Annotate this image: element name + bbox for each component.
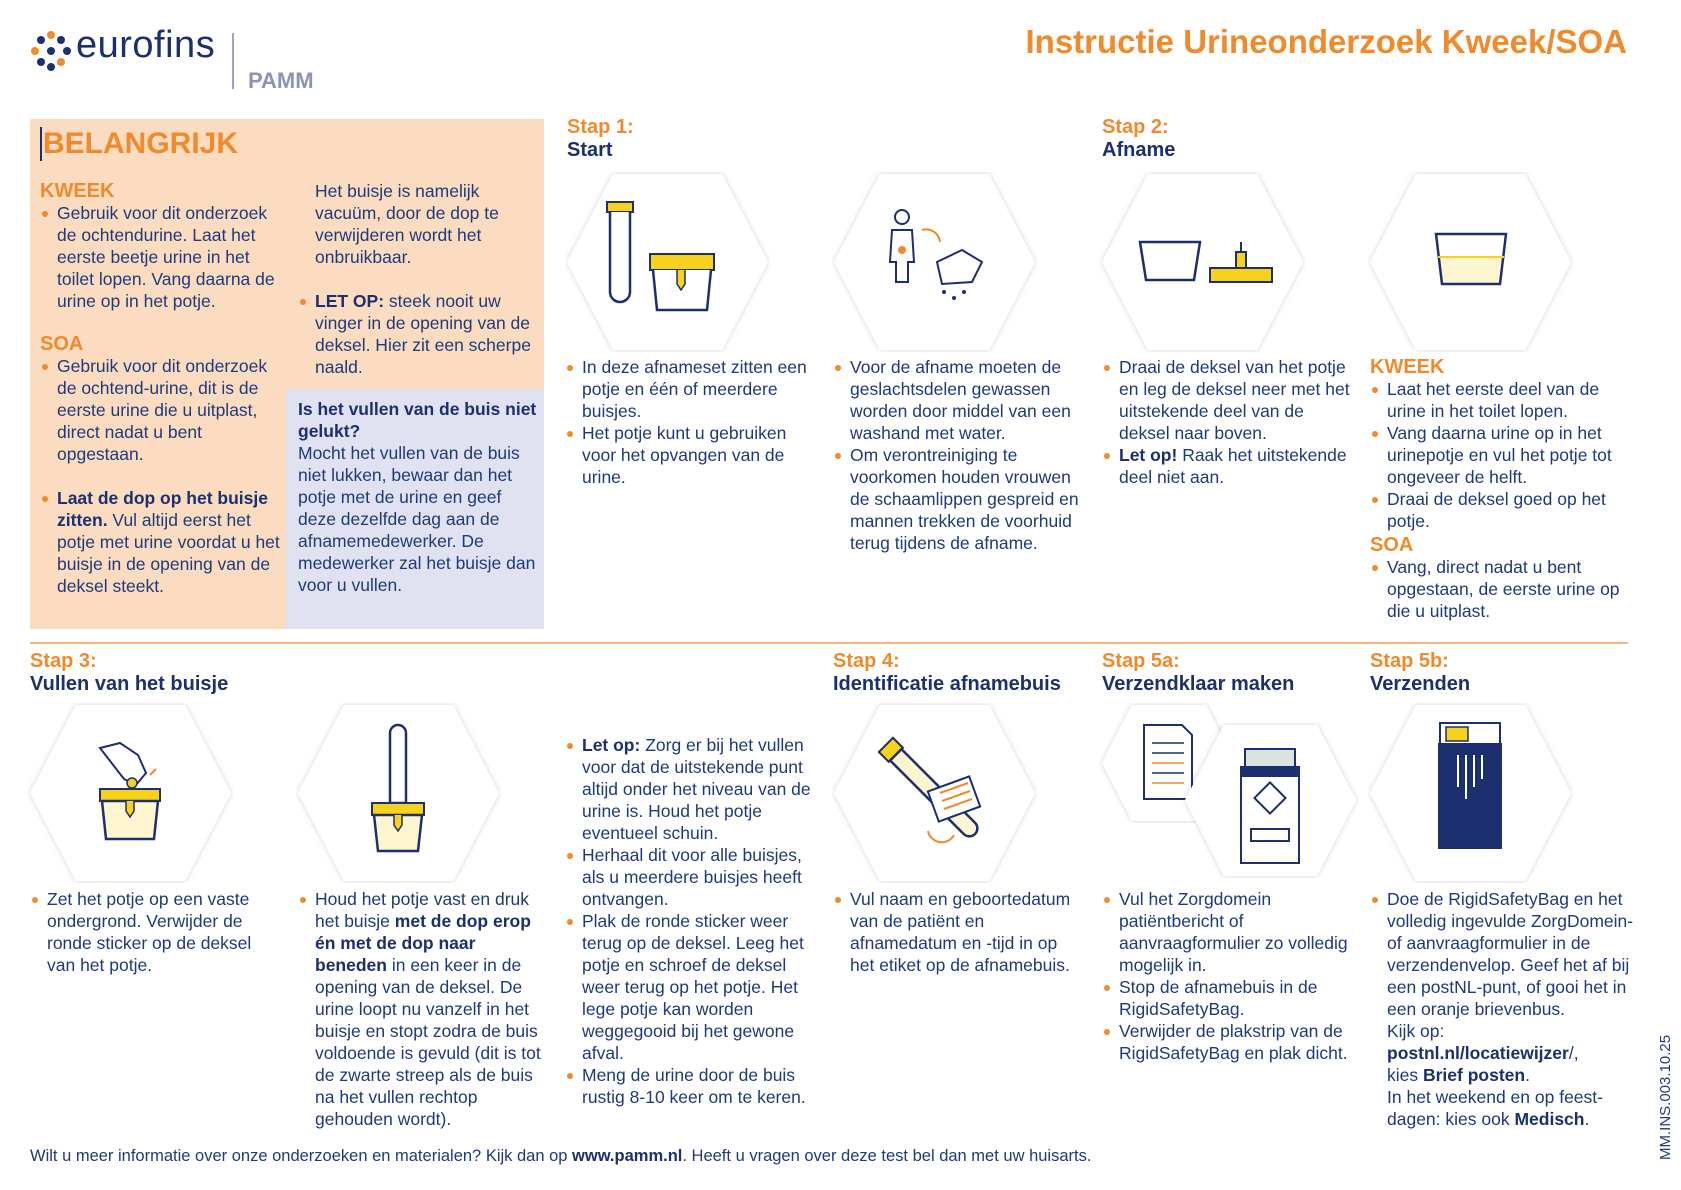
section-divider (30, 642, 1628, 644)
step4-bullets (833, 888, 1083, 976)
step2-title: Afname (1102, 139, 1176, 161)
step3-bullet: Let op: Zorg er bij het vullen voor dat de uitstekende punt altijd onder het niveau van de urine is. Houd het potje eventueel schuin. (565, 734, 815, 844)
hex-tube-and-cup (565, 172, 770, 352)
step5b-heading (1370, 650, 1470, 696)
letop-text: LET OP: steek nooit uw vinger in de opening van de deksel. Hier zit een scherpe naald. (298, 290, 533, 378)
postnl-link[interactable]: postnl.nl/locatiewijzer (1387, 1043, 1569, 1063)
hex-envelope (1368, 703, 1573, 883)
hex-label-tube (832, 703, 1037, 883)
step5b-bullet: Doe de RigidSafetyBag en het volledig ingevulde ZorgDomein- of aanvraagformulier in de verzendenvelop. Geef het af bij een postNL-punt, of gooi het in een oranje brievenbus. (1370, 888, 1635, 1020)
step3-bullets-3 (565, 734, 815, 1108)
step1-heading (567, 116, 634, 162)
hex-cup-half-filled (1368, 172, 1573, 352)
step5a-bullet: Stop de afnamebuis in de RigidSafetyBag. (1102, 976, 1352, 1020)
step2-kweek-title: KWEEK (1370, 356, 1445, 378)
step5a-heading (1102, 650, 1294, 696)
page-title: Instructie Urineonderzoek Kweek/SOA (1025, 23, 1627, 60)
vacuum-text: Het buisje is namelijk vacuüm, door de dop te verwijderen wordt het onbruikbaar. (315, 181, 499, 267)
step3-bullets-2 (298, 888, 548, 1130)
step2-soa-title: SOA (1370, 534, 1414, 556)
step4-bullet: Vul naam en geboortedatum van de patiënt en afnamedatum en -tijd in op het etiket op de afnamebuis. (833, 888, 1083, 976)
step2-kweek-bullet: Vang daarna urine op in het urinepotje en vul het potje tot ongeveer de helft. (1370, 422, 1630, 488)
step2-label: Stap 2: (1102, 116, 1169, 138)
step3-heading (30, 650, 228, 696)
logo (30, 24, 330, 93)
important-heading: BELANGRIJK (40, 127, 238, 161)
step4-title: Identificatie afnamebuis (833, 673, 1061, 695)
hex-lid-off (1100, 172, 1305, 352)
step1-title: Start (567, 139, 613, 161)
step2-kweek-bullet: Laat het eerste deel van de urine in het toilet lopen. (1370, 378, 1630, 422)
brand-name: eurofins (76, 24, 216, 66)
step5b-label: Stap 5b: (1370, 650, 1449, 672)
failed-title: Is het vullen van de buis niet gelukt? (298, 399, 537, 441)
step5a-bullet: Vul het Zorgdomein patiëntbericht of aanvraagformulier zo volledig mogelijk in. (1102, 888, 1352, 976)
step1-bullet: In deze afnameset zitten een potje en één of meerdere buisjes. (565, 356, 810, 422)
eurofins-dots-icon (30, 30, 72, 72)
hex-remove-sticker (28, 703, 233, 883)
step5b-title: Verzenden (1370, 673, 1471, 695)
step2-heading (1102, 116, 1175, 162)
step3-bullets-1 (30, 888, 270, 976)
step5b-text (1370, 888, 1635, 1130)
kweek-text: Gebruik voor dit onderzoek de ochtendurine. Laat het eerste beetje urine in het toilet lopen. Vang daarna de urine op in het potje. (40, 202, 285, 312)
step4-label: Stap 4: (833, 650, 900, 672)
step1-bullet: Voor de afname moeten de geslachtsdelen gewassen worden door middel van een washand met water. (833, 356, 1083, 444)
step3-bullet: Houd het potje vast en druk het buisje met de dop erop én met de dop naar beneden in een keer in de opening van de deksel. De urine loopt nu vanzelf in het buisje en stopt zodra de buis voldoende is gevuld (dit is tot de zwarte streep als de buis na het vullen rechtop gehouden wordt). (298, 888, 548, 1130)
pamm-link[interactable]: www.pamm.nl (572, 1147, 683, 1165)
kweek-title: KWEEK (40, 180, 115, 202)
step3-bullet: Herhaal dit voor alle buisjes, als u meerdere buisjes heeft ontvangen. (565, 844, 815, 910)
step3-title: Vullen van het buisje (30, 673, 229, 695)
step1-bullet: Om verontreiniging te voorkomen houden vrouwen de schaamlippen gespreid en mannen trekken de voorhuid terug tijdens de afname. (833, 444, 1083, 554)
hex-washing (832, 172, 1037, 352)
step2-bullet: Draai de deksel van het potje en leg de deksel neer met het uitstekende deel van de deksel naar boven. (1102, 356, 1352, 444)
step5a-bullets (1102, 888, 1352, 1064)
step3-bullet: Zet het potje op een vaste ondergrond. Verwijder de ronde sticker op de deksel van het potje. (30, 888, 270, 976)
step1-bullets (565, 356, 810, 488)
step5b-extra: Kijk op: postnl.nl/locatiewijzer/, kies Brief posten. In het weekend en op feest-dagen: kies ook Medisch. (1387, 1021, 1603, 1129)
step5a-bullet: Verwijder de plakstrip van de RigidSafetyBag en plak dicht. (1102, 1020, 1352, 1064)
step2-col2 (1370, 356, 1630, 622)
hex-safety-bag (1183, 723, 1358, 878)
step1-label: Stap 1: (567, 116, 634, 138)
step2-bullet: Let op! Raak het uitstekende deel niet aan. (1102, 444, 1352, 488)
step2-soa-bullet: Vang, direct nadat u bent opgestaan, de eerste urine op die u uitplast. (1370, 556, 1630, 622)
dop-text: Laat de dop op het buisje zitten. Vul altijd eerst het potje met urine voordat u het buisje in de opening van de deksel steekt. (40, 487, 285, 597)
important-right-col (298, 180, 533, 378)
step5a-label: Stap 5a: (1102, 650, 1180, 672)
logo-divider (232, 33, 234, 89)
soa-text: Gebruik voor dit onderzoek de ochtend-urine, dit is de eerste urine die u uitplast, direct nadat u bent opgestaan. (40, 355, 285, 465)
step1-bullet: Het potje kunt u gebruiken voor het opvangen van de urine. (565, 422, 810, 488)
step2-kweek-bullet: Draai de deksel goed op het potje. (1370, 488, 1630, 532)
failed-text: Mocht het vullen van de buis niet lukken, bewaar dan het potje met de urine en geef deze dezelfde dag aan de afnamemedewerker. De medewerker zal het buisje dan voor u vullen. (298, 443, 536, 595)
hex-insert-tube (296, 703, 501, 883)
soa-title: SOA (40, 333, 84, 355)
step3-label: Stap 3: (30, 650, 97, 672)
failed-section (298, 398, 538, 596)
step4-heading (833, 650, 1061, 696)
footer-text: Wilt u meer informatie over onze onderzoeken en materialen? Kijk dan op www.pamm.nl. Heeft u vragen over deze test bel dan met uw huisarts. (30, 1147, 1092, 1165)
step5a-title: Verzendklaar maken (1102, 673, 1295, 695)
step1-bullets-2 (833, 356, 1083, 554)
important-left-col (40, 180, 285, 597)
sub-brand: PAMM (248, 68, 314, 93)
step2-bullets (1102, 356, 1352, 488)
step3-bullet: Plak de ronde sticker weer terug op de deksel. Leeg het potje en schroef de deksel weer terug op het potje. Het lege potje kan worden weggegooid bij het gewone afval. (565, 910, 815, 1064)
document-code: MM.INS.003.10.25 (1657, 1034, 1674, 1160)
step3-bullet: Meng de urine door de buis rustig 8-10 keer om te keren. (565, 1064, 815, 1108)
